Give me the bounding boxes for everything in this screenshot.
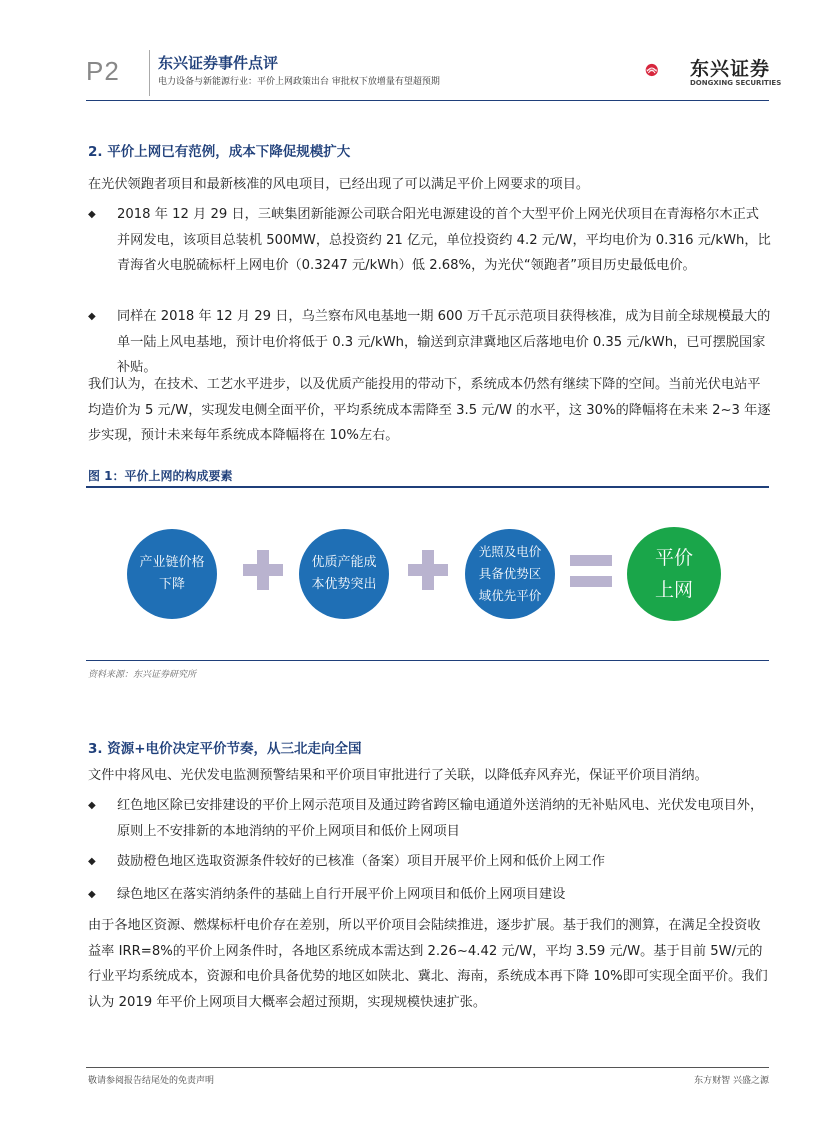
report-title: 东兴证券事件点评 (158, 54, 279, 72)
bullet-icon: ◆ (88, 800, 96, 811)
bullet-icon: ◆ (88, 889, 96, 900)
report-subtitle: 电力设备与新能源行业：平价上网政策出台 审批权下放增量有望超预期 (158, 77, 440, 87)
section-3-bullet-3: 绿色地区在落实消纳条件的基础上自行开展平价上网项目和低价上网项目建设 (117, 887, 566, 902)
footer-rule (86, 1067, 769, 1068)
page-number: P2 (86, 56, 120, 86)
logo-text: 东兴证券 (690, 58, 771, 80)
logo-english: DONGXING SECURITIES (690, 79, 782, 87)
node-industry-chain: 产业链价格下降 (127, 529, 217, 619)
node-regional-advantage: 光照及电价具备优势区域优先平价 (465, 529, 555, 619)
section-3-intro: 文件中将风电、光伏发电监测预警结果和平价项目审批进行了关联，以降低弃风弃光，保证平价项目消纳。 (88, 768, 708, 783)
header-separator (149, 50, 150, 96)
bullet-icon: ◆ (88, 209, 96, 220)
section-2-bullet-2: 同样在 2018 年 12 月 29 日，乌兰察布风电基地一期 600 万千瓦示范项目获得核准，成为目前全球规模最大的单一陆上风电基地，预计电价将低于 0.3 元/kWh，输送到京津冀地区后落地电价 0.35 元/kWh，已可摆脱国家补贴。 (117, 309, 771, 375)
section-2-bullet-1: 2018 年 12 月 29 日，三峡集团新能源公司联合阳光电源建设的首个大型平价上网光伏项目在青海格尔木正式并网发电，该项目总装机 500MW，总投资约 21 亿元，单位投资约 4.2 元/W，平均电价为 0.316 元/kWh，比青海省火电脱硫标杆上网电价（0.3247 元/kWh）低 2.68%，为光伏“领跑者”项目历史最低电价。 (117, 207, 771, 273)
figure-title: 图 1：平价上网的构成要素 (88, 469, 233, 483)
bullet-icon: ◆ (88, 311, 96, 322)
section-3-conclusion: 由于各地区资源、燃煤标杆电价存在差别，所以平价项目会陆续推进，逐步扩展。基于我们的测算，在满足全投资收益率 IRR=8%的平价上网条件时，各地区系统成本需达到 2.26~4.42 元/W，平均 3.59 元/W。基于目前 5W/元的行业平均系统成本，资源和电价具备优势的地区如陕北、冀北、海南，系统成本再下降 10%即可实现全面平价。我们认为 2019 年平价上网项目大概率会超过预期，实现规模快速扩张。 (88, 918, 768, 1010)
plus-icon (241, 548, 285, 592)
section-3-heading: 3. 资源+电价决定平价节奏，从三北走向全国 (88, 741, 362, 757)
figure-bottom-rule (86, 660, 769, 661)
footer-slogan: 东方财智 兴盛之源 (694, 1076, 769, 1086)
plus-icon (406, 548, 450, 592)
node-grid-parity: 平价上网 (627, 527, 721, 621)
bullet-icon: ◆ (88, 856, 96, 867)
node-quality-capacity: 优质产能成本优势突出 (299, 529, 389, 619)
figure-top-rule (86, 486, 769, 488)
header-rule (86, 100, 769, 101)
section-2-heading: 2. 平价上网已有范例，成本下降促规模扩大 (88, 144, 351, 160)
section-2-intro: 在光伏领跑者项目和最新核准的风电项目，已经出现了可以满足平价上网要求的项目。 (88, 177, 590, 192)
figure-source: 资料来源：东兴证券研究所 (88, 670, 197, 680)
footer-disclaimer: 敬请参阅报告结尾处的免责声明 (88, 1076, 215, 1086)
dongxing-logo-icon (645, 50, 689, 90)
section-2-conclusion: 我们认为，在技术、工艺水平进步，以及优质产能投用的带动下，系统成本仍然有继续下降的空间。当前光伏电站平均造价为 5 元/W，实现发电侧全面平价，平均系统成本需降至 3.5 元/W 的水平，这 30%的降幅将在未来 2~3 年逐步实现，预计未来每年系统成本降幅将在 10%左右。 (88, 377, 771, 443)
section-3-bullet-2: 鼓励橙色地区选取资源条件较好的已核准（备案）项目开展平价上网和低价上网工作 (117, 854, 605, 869)
equals-icon (568, 553, 614, 589)
section-3-bullet-1: 红色地区除已安排建设的平价上网示范项目及通过跨省跨区输电通道外送消纳的无补贴风电、光伏发电项目外，原则上不安排新的本地消纳的平价上网项目和低价上网项目 (117, 798, 764, 839)
